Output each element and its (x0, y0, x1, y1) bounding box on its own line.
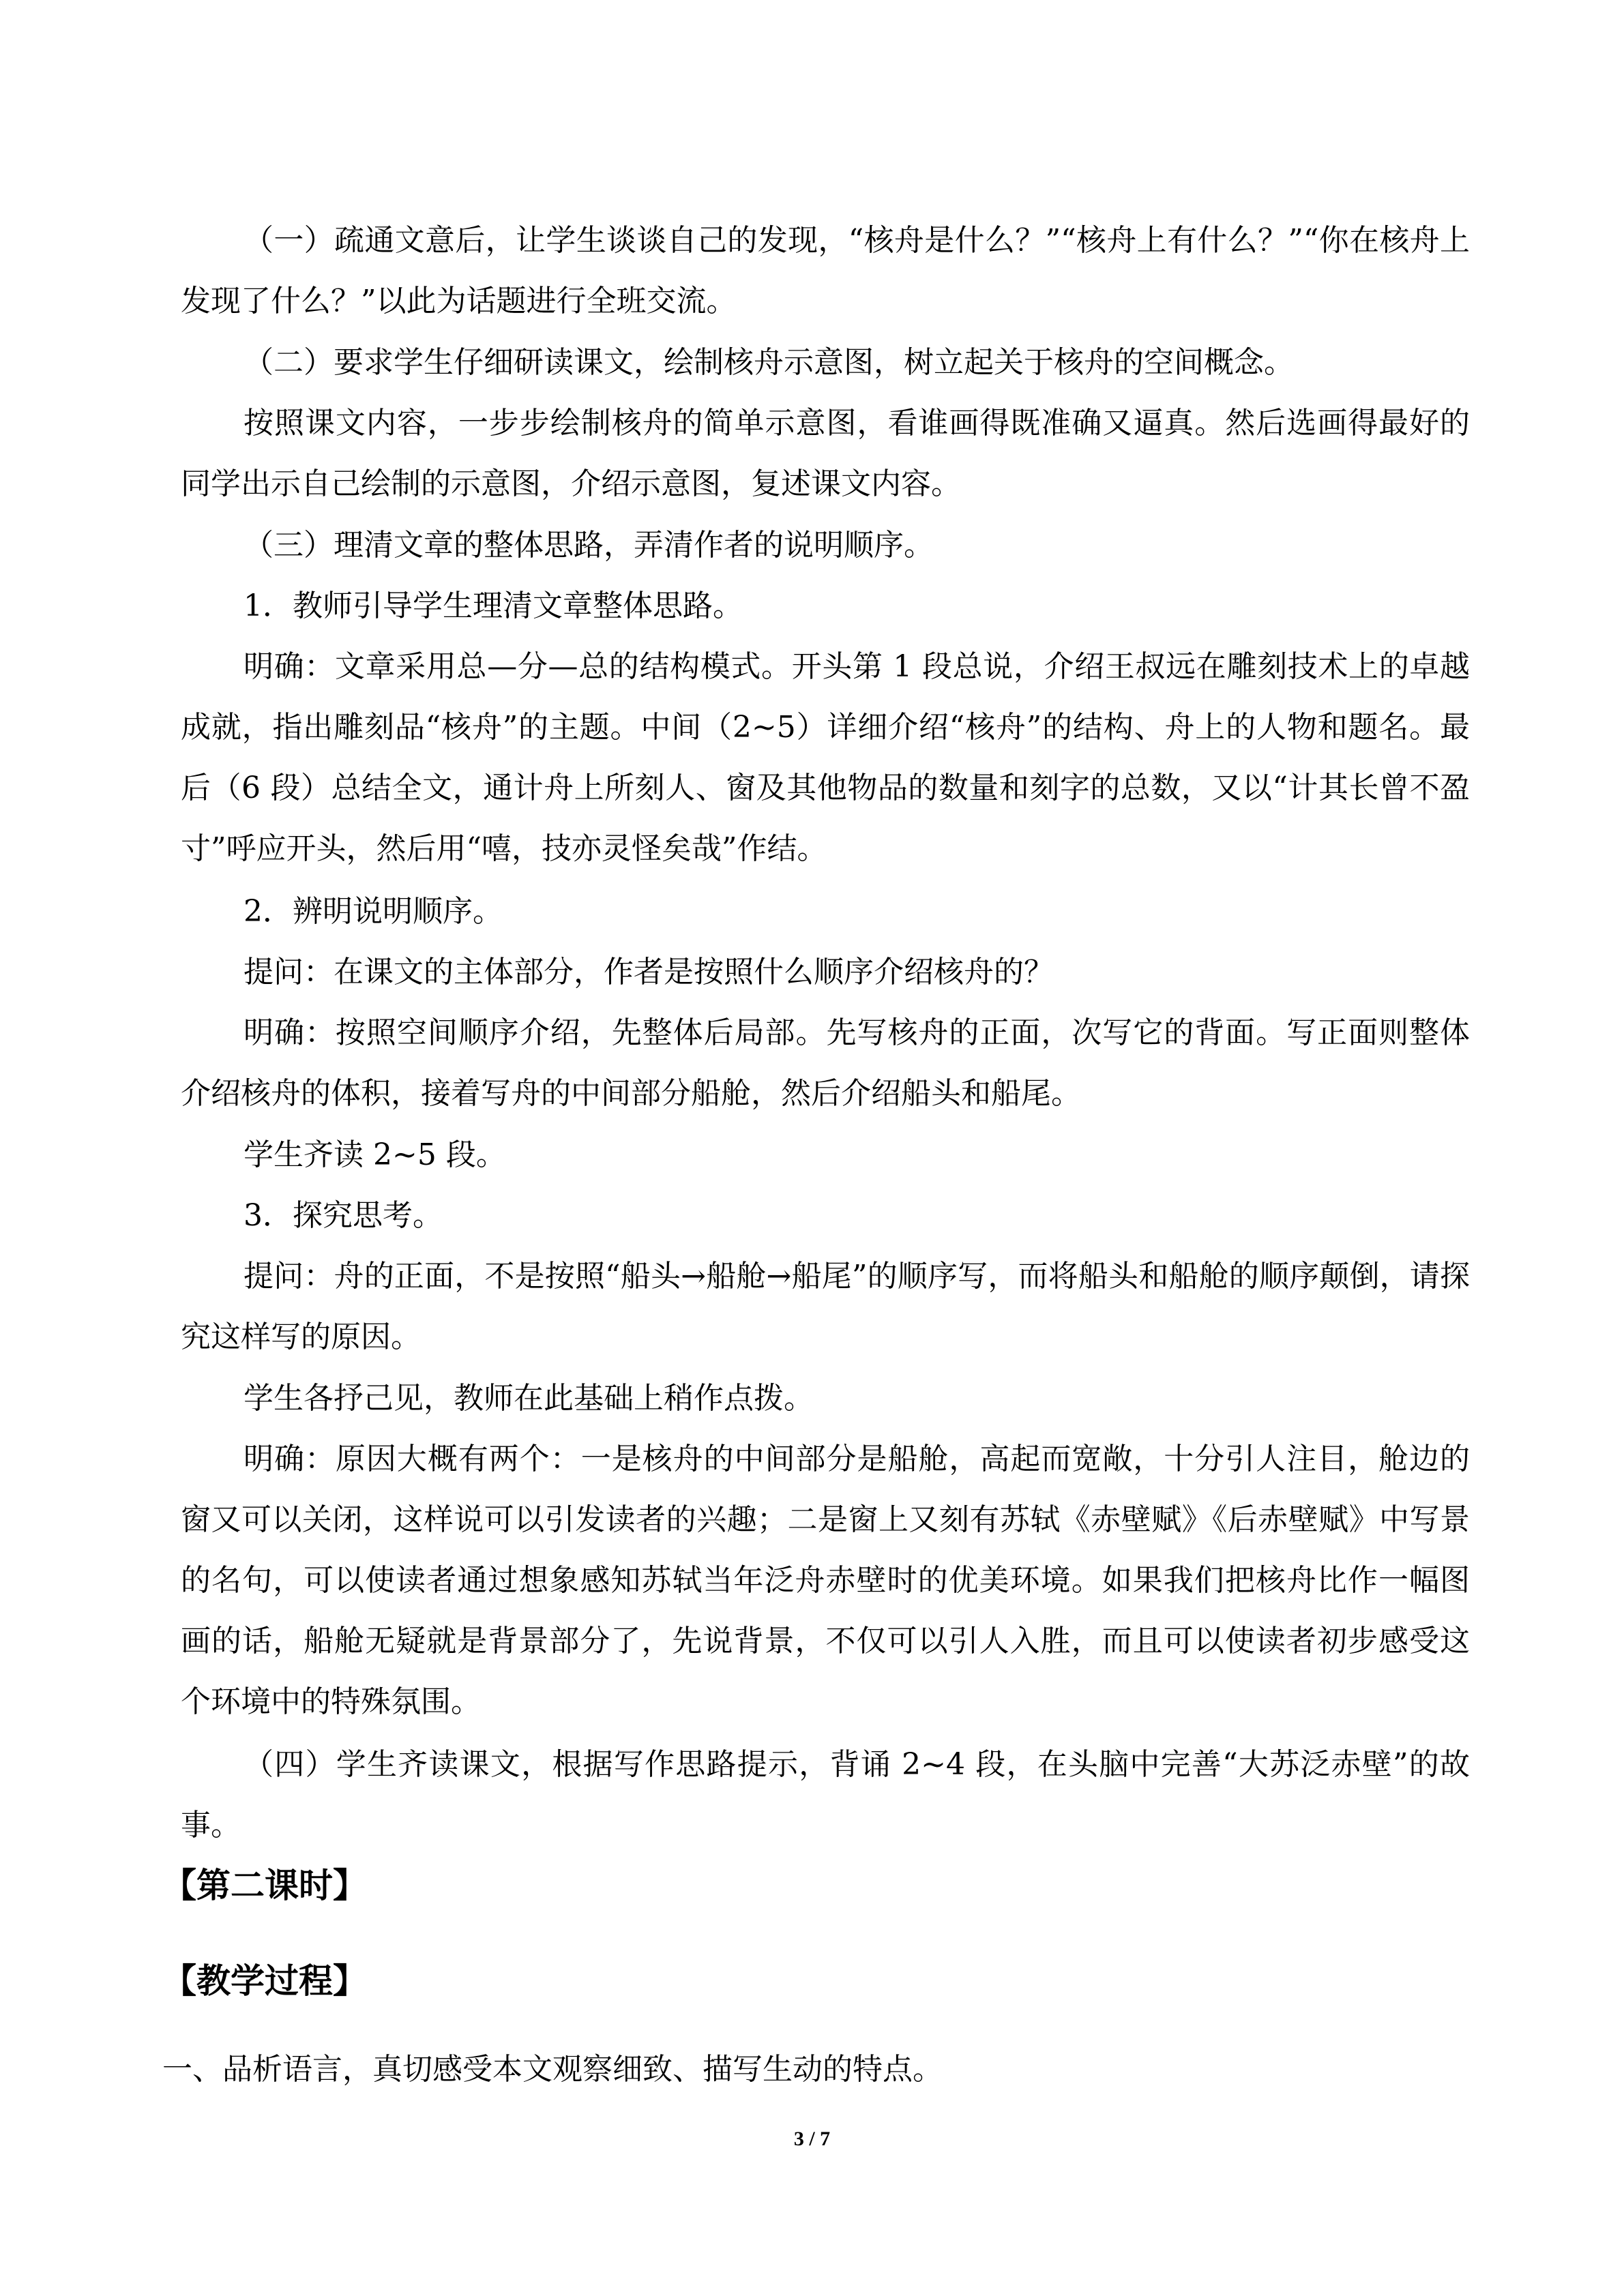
paragraph-2: （二）要求学生仔细研读课文，绘制核舟示意图，树立起关于核舟的空间概念。 (243, 345, 1294, 380)
heading-second-lesson: 【第二课时】 (162, 1866, 367, 1905)
page-number: 3 / 7 (793, 2128, 831, 2150)
paragraph-9: 明确：按照空间顺序介绍，先整体后局部。先写核舟的正面，次写它的背面。写正面则整体介绍核舟的体积，接着写舟的中间部分船舱，然后介绍船头和船尾。 (181, 1015, 1470, 1111)
section-one-title: 一、品析语言，真切感受本文观察细致、描写生动的特点。 (162, 2052, 943, 2087)
paragraph-13: 学生各抒己见，教师在此基础上稍作点拨。 (243, 1381, 814, 1416)
heading-teaching-process: 【教学过程】 (162, 1961, 367, 2001)
paragraph-10: 学生齐读 2~5 段。 (243, 1137, 506, 1172)
paragraph-14: 明确：原因大概有两个：一是核舟的中间部分是船舱，高起而宽敞，十分引人注目，舱边的窗又可以关闭，这样说可以引发读者的兴趣；二是窗上又刻有苏轼《赤壁赋》《后赤壁赋》中写景的名句，可以使读者通过想象感知苏轼当年泛舟赤壁时的优美环境。如果我们把核舟比作一幅图画的话，船舱无疑就是背景部分了，先说背景，不仅可以引人入胜，而且可以使读者初步感受这个环境中的特殊氛围。 (181, 1442, 1470, 1719)
paragraph-3: 按照课文内容，一步步绘制核舟的简单示意图，看谁画得既准确又逼真。然后选画得最好的同学出示自己绘制的示意图，介绍示意图，复述课文内容。 (181, 406, 1470, 501)
paragraph-4: （三）理清文章的整体思路，弄清作者的说明顺序。 (243, 528, 934, 563)
paragraph-5: 1．教师引导学生理清文章整体思路。 (243, 588, 743, 623)
paragraph-1: （一）疏通文意后，让学生谈谈自己的发现，“核舟是什么？”“核舟上有什么？”“你在核舟上发现了什么？”以此为话题进行全班交流。 (181, 223, 1470, 318)
paragraph-6: 明确：文章采用总—分—总的结构模式。开头第 1 段总说，介绍王叔远在雕刻技术上的卓越成就，指出雕刻品“核舟”的主题。中间（2~5）详细介绍“核舟”的结构、舟上的人物和题名。最后（6 段）总结全文，通计舟上所刻人、窗及其他物品的数量和刻字的总数，又以“计其长曾不盈寸”呼应开头，然后用“嘻，技亦灵怪矣哉”作结。 (181, 649, 1470, 866)
paragraph-15: （四）学生齐读课文，根据写作思路提示，背诵 2~4 段，在头脑中完善“大苏泛赤壁”的故事。 (181, 1747, 1470, 1843)
paragraph-7: 2．辨明说明顺序。 (243, 894, 503, 929)
paragraph-8: 提问：在课文的主体部分，作者是按照什么顺序介绍核舟的？ (243, 955, 1054, 989)
paragraph-12: 提问：舟的正面，不是按照“船头→船舱→船尾”的顺序写，而将船头和船舱的顺序颠倒，请探究这样写的原因。 (181, 1259, 1470, 1354)
paragraph-11: 3．探究思考。 (243, 1198, 443, 1233)
